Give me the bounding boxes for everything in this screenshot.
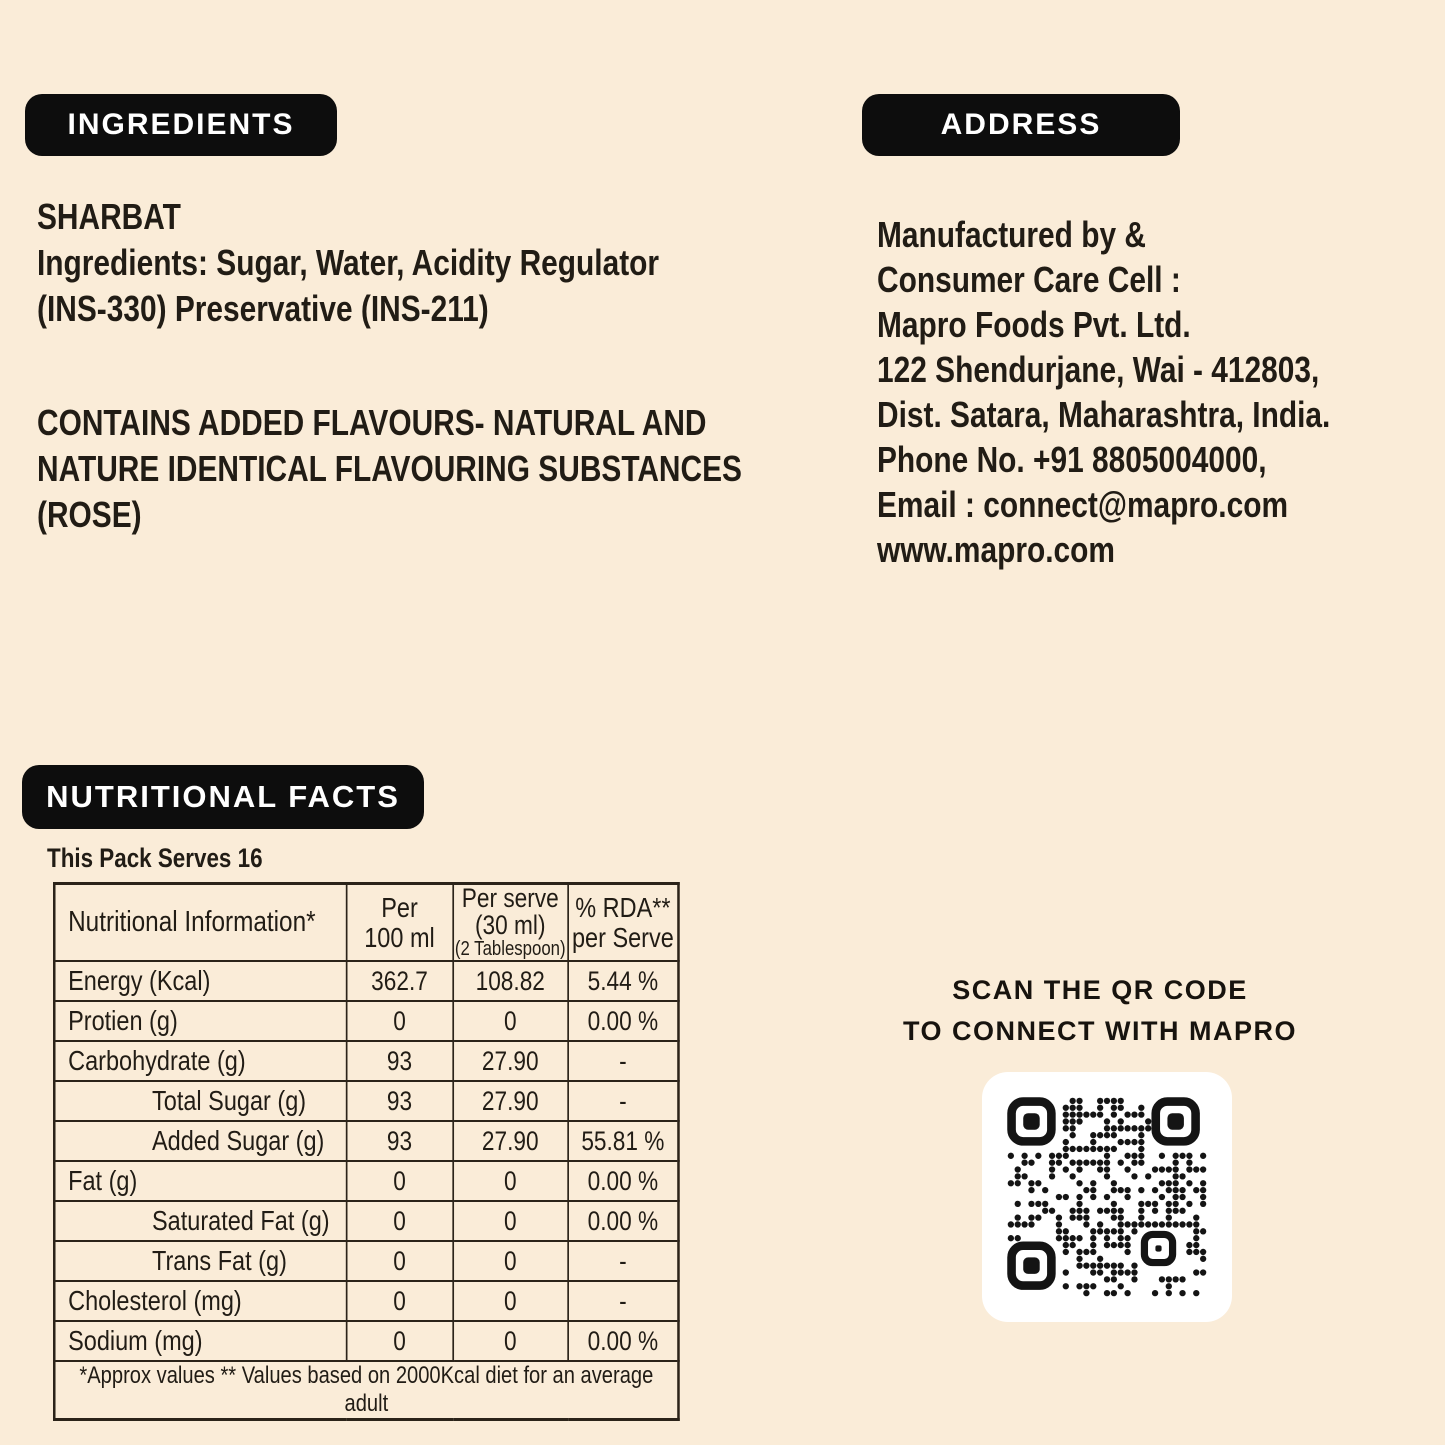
flavour-line: (ROSE) — [37, 494, 142, 535]
per-100ml-value: 0 — [346, 1321, 453, 1361]
per-serve-value: 0 — [453, 1201, 568, 1241]
nutrition-table — [53, 882, 680, 1421]
row-label: Trans Fat (g) — [54, 1241, 346, 1281]
ingredients-section-header — [25, 94, 337, 156]
address-line: www.mapro.com — [877, 529, 1115, 570]
rda-value: 0.00 % — [568, 1201, 679, 1241]
table-header-row — [54, 884, 678, 962]
per-100ml-value: 0 — [346, 1281, 453, 1321]
qr-caption-line: SCAN THE QR CODE — [952, 975, 1248, 1005]
per-serve-value: 0 — [453, 1241, 568, 1281]
address-line: Email : connect@mapro.com — [877, 484, 1289, 525]
rda-value: - — [568, 1241, 679, 1281]
table-row — [54, 1041, 678, 1081]
table-header-nutritional-information: Nutritional Information* — [54, 884, 346, 962]
address-line: Mapro Foods Pvt. Ltd. — [877, 304, 1191, 345]
rda-value: 0.00 % — [568, 1161, 679, 1201]
per-serve-value: 27.90 — [453, 1081, 568, 1121]
ingredient-line: Ingredients: Sugar, Water, Acidity Regulator — [37, 242, 660, 283]
per-serve-value: 0 — [453, 1001, 568, 1041]
per-100ml-value: 0 — [346, 1001, 453, 1041]
row-label: Protien (g) — [54, 1001, 346, 1041]
row-label: Fat (g) — [54, 1161, 346, 1201]
nutrition-table-wrapper — [53, 882, 677, 1421]
product-name: SHARBAT — [37, 196, 181, 237]
address-line: Manufactured by & — [877, 214, 1146, 255]
row-label: Sodium (mg) — [54, 1321, 346, 1361]
flavour-line: CONTAINS ADDED FLAVOURS- NATURAL AND — [37, 402, 707, 443]
table-row — [54, 1241, 678, 1281]
rda-value: 55.81 % — [568, 1121, 679, 1161]
flavour-statement — [37, 400, 801, 538]
qr-card — [982, 1072, 1232, 1322]
table-row — [54, 1161, 678, 1201]
table-header-rda-per-serve: % RDA** per Serve — [568, 884, 679, 962]
table-header-per-serve: Per serve (30 ml) (2 Tablespoon) — [453, 884, 568, 962]
address-text-block — [877, 212, 1445, 572]
ingredient-line: (INS-330) Preservative (INS-211) — [37, 288, 489, 329]
per-serve-value: 0 — [453, 1321, 568, 1361]
per-serve-value: 27.90 — [453, 1121, 568, 1161]
table-row — [54, 961, 678, 1001]
per-100ml-value: 0 — [346, 1201, 453, 1241]
table-row — [54, 1321, 678, 1361]
per-100ml-value: 93 — [346, 1121, 453, 1161]
per-100ml-value: 0 — [346, 1161, 453, 1201]
table-header-per-100ml: Per 100 ml — [346, 884, 453, 962]
table-row — [54, 1201, 678, 1241]
ingredients-text-block — [37, 194, 801, 538]
rda-value: - — [568, 1041, 679, 1081]
row-label: Saturated Fat (g) — [54, 1201, 346, 1241]
table-footnote: *Approx values ** Values based on 2000Kcal diet for an average adult — [54, 1361, 678, 1420]
per-serve-value: 0 — [453, 1281, 568, 1321]
address-line: Consumer Care Cell : — [877, 259, 1181, 300]
per-100ml-value: 0 — [346, 1241, 453, 1281]
table-footnote-row — [54, 1361, 678, 1420]
per-100ml-value: 93 — [346, 1041, 453, 1081]
rda-value: 0.00 % — [568, 1321, 679, 1361]
per-serve-value: 27.90 — [453, 1041, 568, 1081]
address-line: Phone No. +91 8805004000, — [877, 439, 1267, 480]
address-line: Dist. Satara, Maharashtra, India. — [877, 394, 1331, 435]
per-serve-value: 108.82 — [453, 961, 568, 1001]
qr-caption — [860, 970, 1340, 1052]
qr-code — [1004, 1094, 1210, 1300]
table-row — [54, 1121, 678, 1161]
rda-value: 0.00 % — [568, 1001, 679, 1041]
table-row — [54, 1081, 678, 1121]
address-line: 122 Shendurjane, Wai - 412803, — [877, 349, 1320, 390]
rda-value: - — [568, 1081, 679, 1121]
qr-caption-line: TO CONNECT WITH MAPRO — [903, 1016, 1297, 1046]
serves-note: This Pack Serves 16 — [47, 843, 263, 873]
rda-value: 5.44 % — [568, 961, 679, 1001]
row-label: Carbohydrate (g) — [54, 1041, 346, 1081]
address-section-header — [862, 94, 1180, 156]
row-label: Total Sugar (g) — [54, 1081, 346, 1121]
nutrition-section-header — [22, 765, 424, 829]
table-row — [54, 1281, 678, 1321]
nutrition-header-label: NUTRITIONAL FACTS — [46, 779, 400, 814]
address-header-label: ADDRESS — [940, 108, 1102, 141]
per-100ml-value: 93 — [346, 1081, 453, 1121]
table-row — [54, 1001, 678, 1041]
row-label: Energy (Kcal) — [54, 961, 346, 1001]
flavour-line: NATURE IDENTICAL FLAVOURING SUBSTANCES — [37, 448, 742, 489]
ingredients-header-label: INGREDIENTS — [67, 108, 295, 141]
row-label: Cholesterol (mg) — [54, 1281, 346, 1321]
rda-value: - — [568, 1281, 679, 1321]
per-100ml-value: 362.7 — [346, 961, 453, 1001]
per-serve-value: 0 — [453, 1161, 568, 1201]
row-label: Added Sugar (g) — [54, 1121, 346, 1161]
